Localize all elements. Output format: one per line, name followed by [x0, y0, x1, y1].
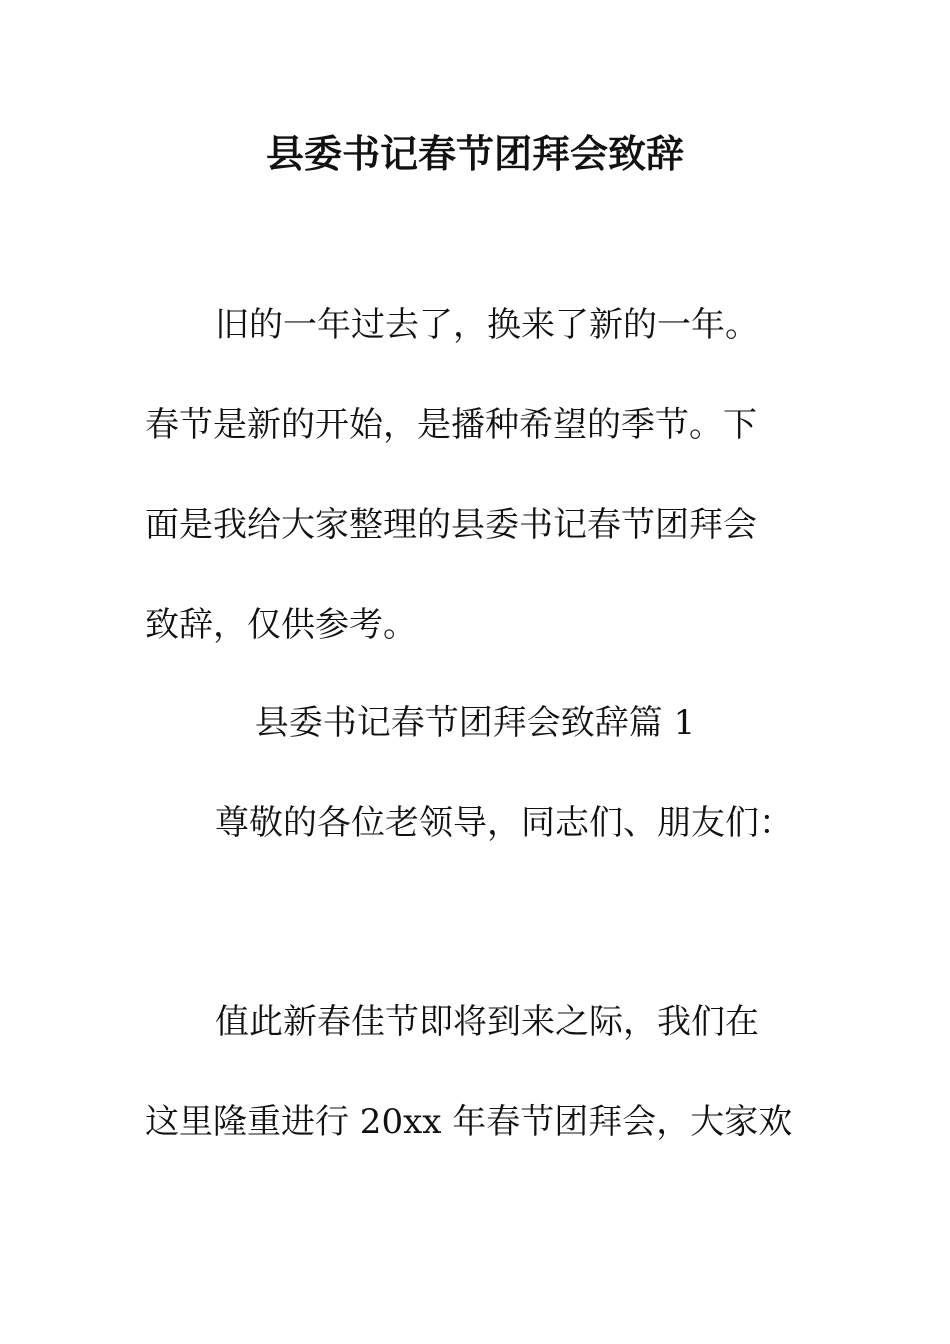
- paragraph-line: 旧的一年过去了，换来了新的一年。: [215, 305, 759, 345]
- section-heading: 县委书记春节团拜会致辞篇 1: [254, 703, 696, 743]
- paragraph-line: 这里隆重进行 20xx 年春节团拜会，大家欢: [145, 1102, 793, 1142]
- paragraph-line: 面是我给大家整理的县委书记春节团拜会: [145, 505, 757, 545]
- paragraph-line: 春节是新的开始，是播种希望的季节。下: [145, 405, 757, 445]
- document-title: 县委书记春节团拜会致辞: [265, 131, 684, 176]
- paragraph-line: 致辞，仅供参考。: [145, 605, 417, 645]
- paragraph-line: 值此新春佳节即将到来之际，我们在: [215, 1002, 759, 1042]
- salutation-line: 尊敬的各位老领导，同志们、朋友们：: [215, 803, 793, 843]
